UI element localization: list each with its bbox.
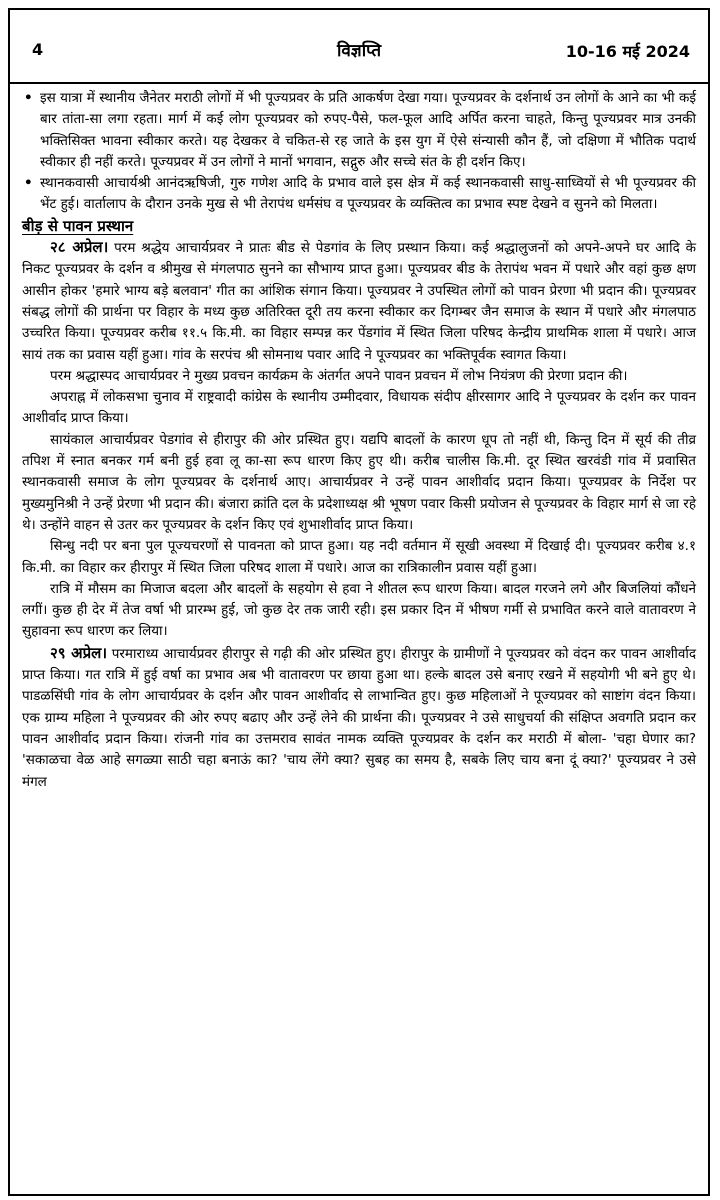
paragraph: [22, 643, 696, 793]
paragraph-text: सायंकाल आचार्यप्रवर पेडगांव से हीरापुर की ओर प्रस्थित हुए। यद्यपि बादलों के कारण धूप तो नहीं थी, किन्तु दिन में सूर्य की तीव्र तपिश में स्नात बनकर गर्म बनी हुई हवा लू का-सा रूप धारण किए हुए थी। करीब चालीस कि.मी. दूर स्थित खरवंडी गांव में प्रवासित स्थानकवासी समाज के लोग पूज्यप्रवर के दर्शनार्थ आए। आचार्यप्रवर ने उन्हें पावन आशीर्वाद प्रदान किया। पूज्यप्रवर के निर्देश पर मुख्यमुनिश्री ने उन्हें प्रेरणा भी प्रदान की। बंजारा क्रांति दल के प्रदेशाध्यक्ष श्री भूषण पवार किसी प्रयोजन से पूज्यप्रवर के विहार मार्ग से जा रहे थे। उन्होंने वाहन से उतर कर पूज्यप्रवर के दर्शन किए एवं शुभाशीर्वाद प्राप्त किया।: [22, 431, 696, 533]
paragraph: [22, 387, 696, 430]
paragraph-text: परमाराध्य आचार्यप्रवर हीरापुर से गढ़ी की ओर प्रस्थित हुए। हीरापुर के ग्रामीणों ने पूज्यप्रवर को वंदन कर पावन आशीर्वाद प्राप्त किया। गत रात्रि में हुई वर्षा का प्रभाव अब भी वातावरण पर छाया हुआ था। हल्के बादल उसे बनाए रखने में सहयोगी भी बने हुए थे। पाडळसिंघी गांव के लोग आचार्यप्रवर के दर्शन और पावन आशीर्वाद से लाभान्वित हुए। कुछ महिलाओं ने पूज्यप्रवर को साष्टांग वंदन किया। एक ग्राम्य महिला ने पूज्यप्रवर की ओर रुपए बढाए और उन्हें लेने की प्रार्थना की। पूज्यप्रवर ने उसे साधुचर्या की संक्षिप्त अवगति प्रदान कर पावन आशीर्वाद प्रदान किया। रांजनी गांव का उत्तमराव सावंत नामक व्यक्ति पूज्यप्रवर के दर्शन कर मराठी में बोला- 'चहा घेणार का? 'सकाळचा वेळ आहे सगळ्या साठी चहा बनाऊं का? 'चाय लेंगे क्या? सुबह का समय है, सबके लिए चाय बना दूं क्या?' पूज्यप्रवर ने उसे मंगल: [22, 645, 696, 790]
paragraph: [22, 430, 696, 536]
paragraph: [22, 579, 696, 643]
paragraph-date: २९ अप्रेल।: [50, 643, 108, 662]
paragraph: [22, 366, 696, 387]
publication-title: विज्ञप्ति: [336, 41, 382, 61]
paragraph-text: परम श्रद्धास्पद आचार्यप्रवर ने मुख्य प्रवचन कार्यक्रम के अंतर्गत अपने पावन प्रवचन में लोभ नियंत्रण की प्रेरणा प्रदान की।: [50, 367, 628, 384]
bullet-icon: •: [24, 175, 33, 192]
paragraph-text: सिन्धु नदी पर बना पुल पूज्यचरणों से पावनता को प्राप्त हुआ। यह नदी वर्तमान में सूखी अवस्था में दिखाई दी। पूज्यप्रवर करीब ४.१ कि.मी. का विहार कर हीरापुर में स्थित जिला परिषद शाला में पधारे। आज का रात्रिकालीन प्रवास यहीं हुआ।: [22, 538, 696, 576]
bullet-item: [22, 88, 696, 173]
bullet-text: स्थानकवासी आचार्यश्री आनंदऋषिजी, गुरु गणेश आदि के प्रभाव वाले इस क्षेत्र में कई स्थानकवासी साधु-साध्वियों से भी पूज्यप्रवर की भेंट हुई। वार्तालाप के दौरान उनके मुख से भी तेरापंथ धर्मसंघ व पूज्यप्रवर के व्यक्तित्व का प्रभाव स्पष्ट देखने व सुनने को मिलता।: [40, 175, 696, 213]
issue-date: 10-16 मई 2024: [565, 42, 690, 61]
page-number: 4: [32, 40, 44, 59]
page-header: [10, 10, 708, 84]
newsletter-page: [8, 8, 710, 1196]
paragraph: [22, 536, 696, 579]
paragraph-text: रात्रि में मौसम का मिजाज बदला और बादलों के सहयोग से हवा ने शीतल रूप धारण किया। बादल गरजने लगे और बिजलियां कौंधने लगीं। कुछ ही देर में तेज वर्षा भी प्रारम्भ हुई, जो कुछ देर तक जारी रही। इस प्रकार दिन में भीषण गर्मी से प्रभावित करने वाले वातावरण ने सुहावना रूप धारण कर लिया।: [22, 580, 696, 640]
section-heading: बीड़ से पावन प्रस्थान: [22, 216, 134, 235]
paragraph-text: अपराह्न में लोकसभा चुनाव में राष्ट्रवादी कांग्रेस के स्थानीय उम्मीदवार, विधायक संदीप क्षीरसागर आदि ने पूज्यप्रवर के दर्शन कर पावन आशीर्वाद प्राप्त किया।: [22, 389, 696, 427]
paragraph-date: २८ अप्रेल।: [50, 238, 109, 257]
bullet-item: [22, 173, 696, 216]
article-body: [10, 84, 708, 793]
bullet-text: इस यात्रा में स्थानीय जैनेतर मराठी लोगों में भी पूज्यप्रवर के प्रति आकर्षण देखा गया। पूज्यप्रवर के दर्शनार्थ उन लोगों के आने का भी कई बार तांता-सा लगा रहता। मार्ग में कई लोग पूज्यप्रवर को रुपए-पैसे, फल-फूल आदि अर्पित करना चाहते, किन्तु पूज्यप्रवर मात्र उनकी भक्तिसिक्त भावना स्वीकार करते। यह देखकर वे चकित-से रह जाते के इस युग में ऐसे संन्यासी कौन हैं, जो दक्षिणा में भौतिक पदार्थ स्वीकार ही नहीं करते। पूज्यप्रवर में उन लोगों ने मानों भगवान, सद्गुरु और सच्चे संत के ही दर्शन किए।: [40, 90, 696, 170]
paragraph-text: परम श्रद्धेय आचार्यप्रवर ने प्रातः बीड से पेडगांव के लिए प्रस्थान किया। कई श्रद्धालुजनों को अपने-अपने घर आदि के निकट पूज्यप्रवर के दर्शन व श्रीमुख से मंगलपाठ सुनने का सौभाग्य प्राप्त हुआ। पूज्यप्रवर बीड के तेरापंथ भवन में पधारे और वहां कुछ क्षण आसीन होकर 'हमारे भाग्य बड़े बलवान' गीत का आंशिक संगान किया। पूज्यप्रवर ने उपस्थित लोगों को पावन प्रेरणा भी प्रदान की। पूज्यप्रवर संबद्ध लोगों की प्रार्थना पर विहार के मध्य कुछ अतिरिक्त दूरी तय करना स्वीकार कर दिगम्बर जैन समाज के स्थान में पधारे और मंगलपाठ उच्चरित किया। पूज्यप्रवर करीब ११.५ कि.मी. का विहार सम्पन्न कर पेंडगांव में स्थित जिला परिषद केन्द्रीय प्राथमिक शाला में पधारे। आज सायं तक का प्रवास यहीं हुआ। गांव के सरपंच श्री सोमनाथ पवार आदि ने पूज्यप्रवर का भक्तिपूर्वक स्वागत किया।: [22, 240, 696, 363]
bullet-icon: •: [24, 90, 33, 106]
paragraph: [22, 237, 696, 366]
